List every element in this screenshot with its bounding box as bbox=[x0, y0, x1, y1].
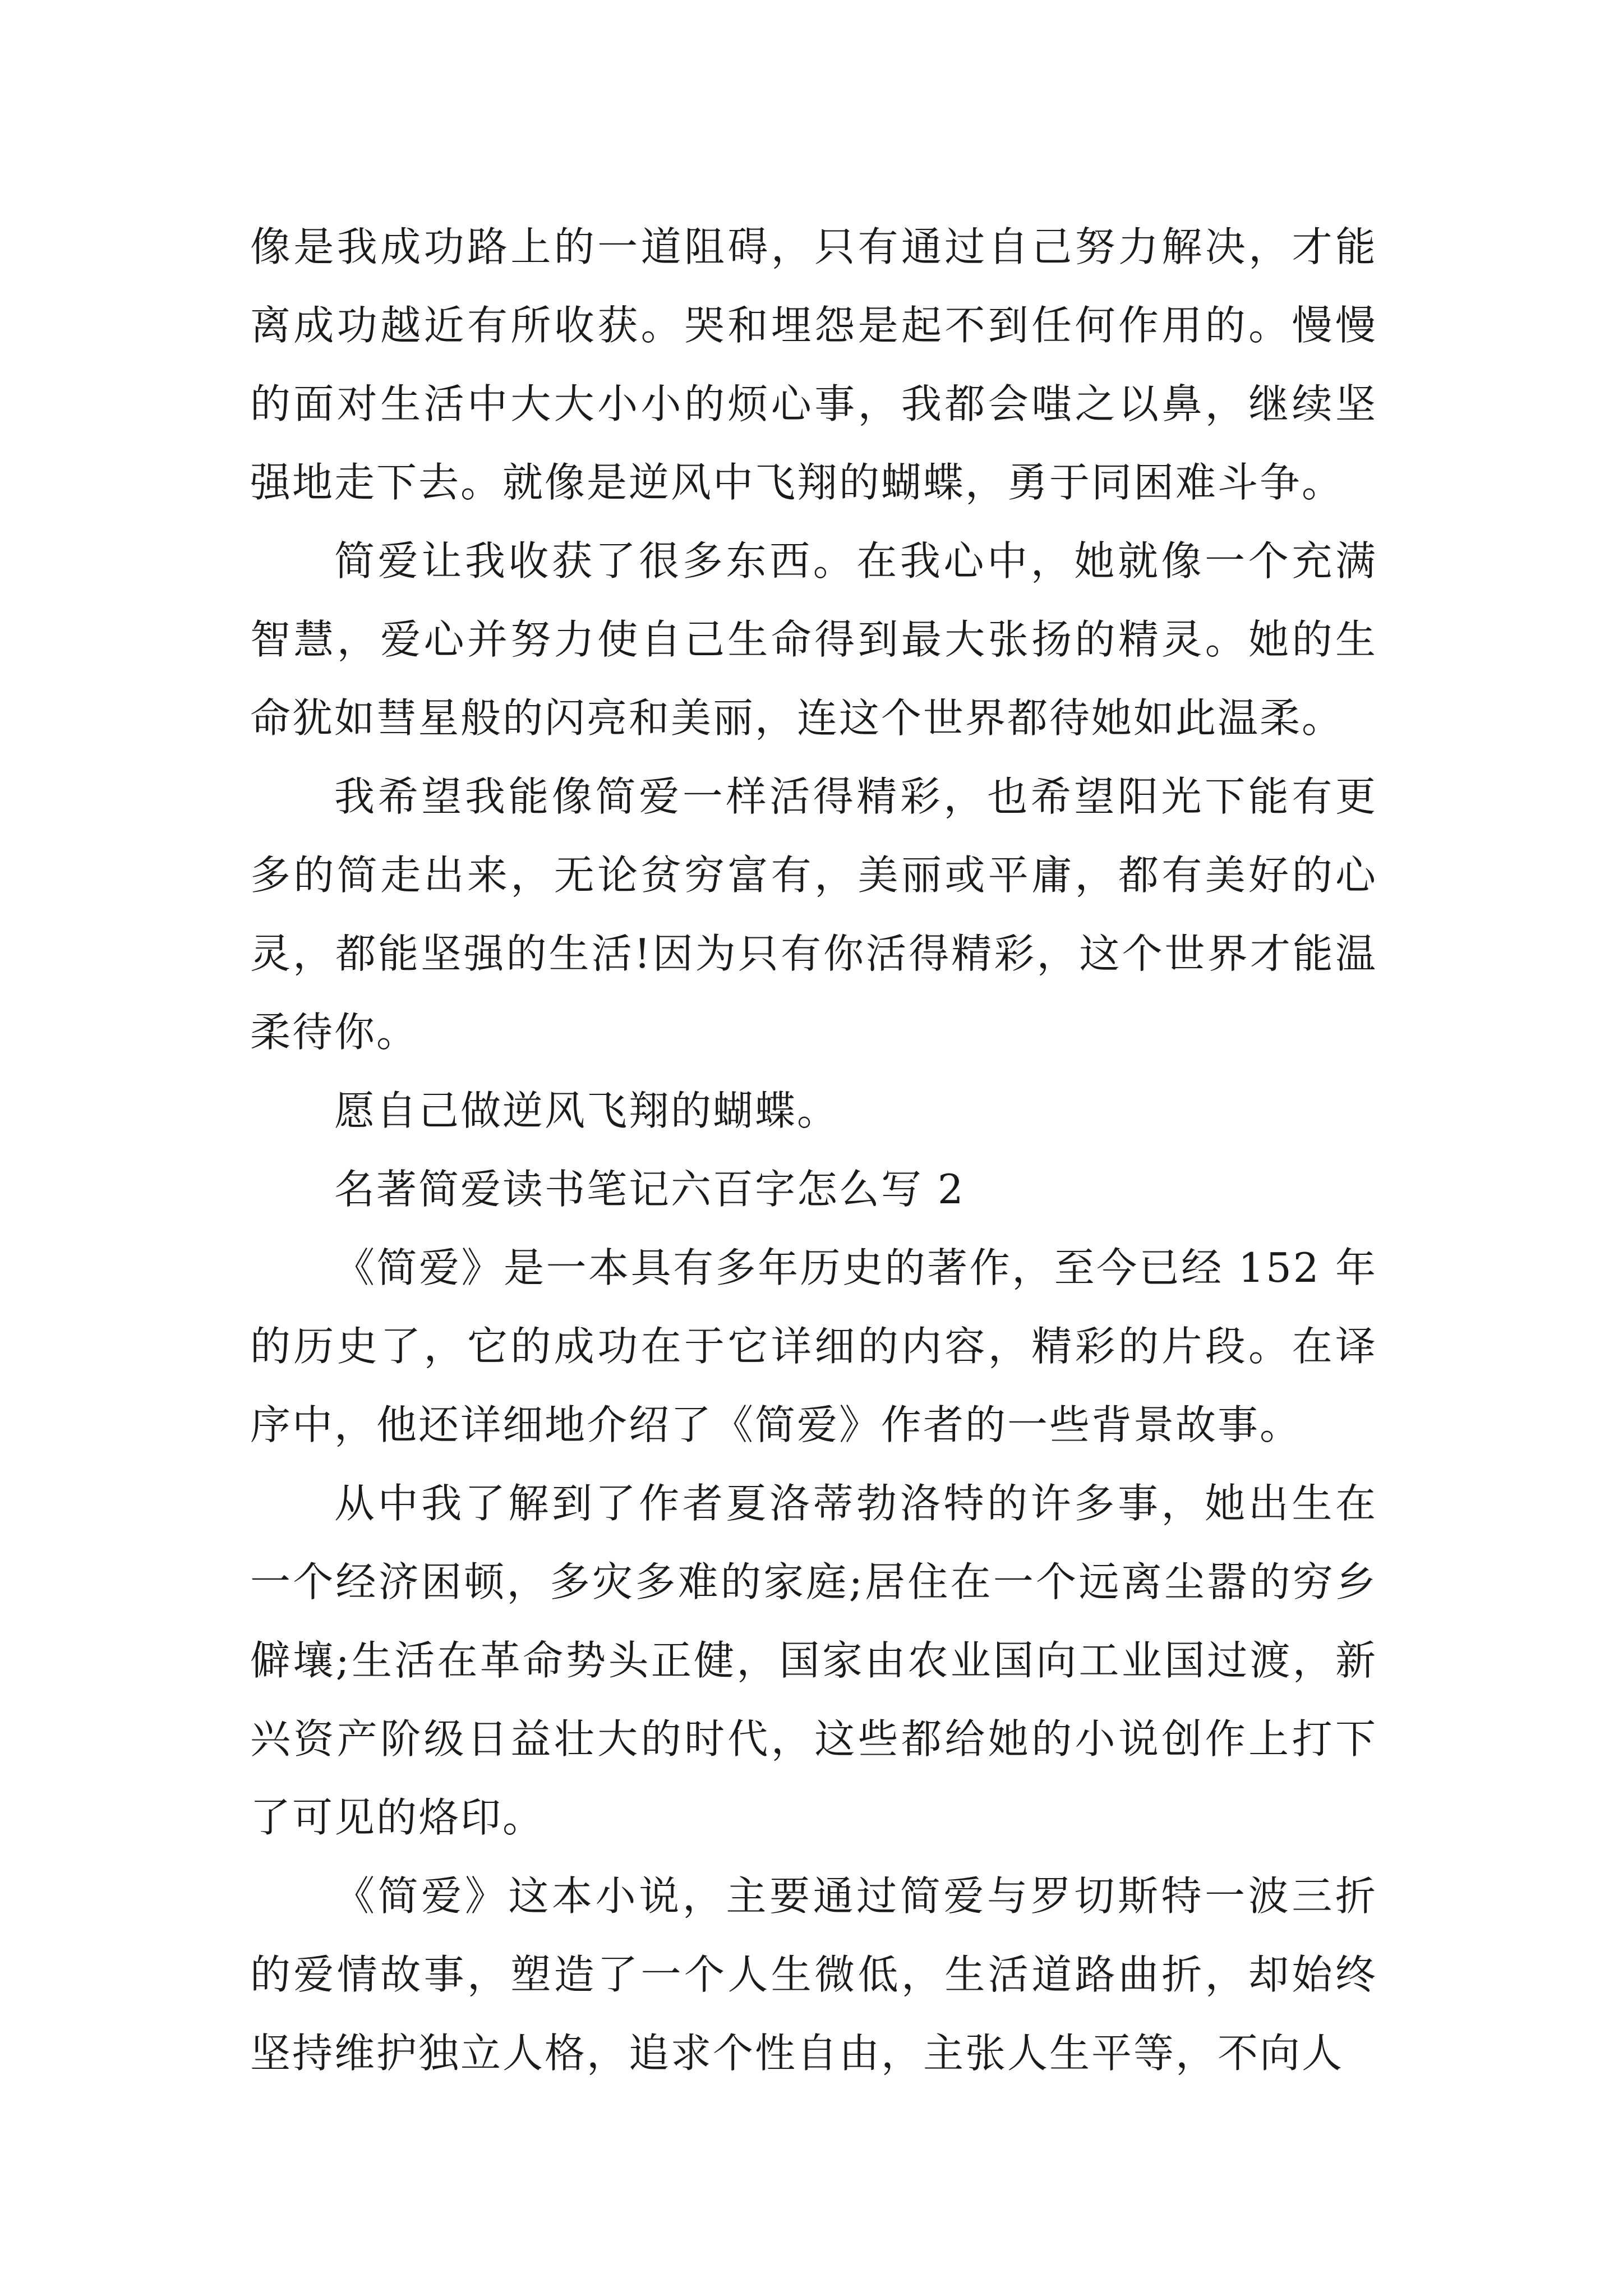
paragraph-4: 愿自己做逆风飞翔的蝴蝶。 bbox=[334, 1087, 840, 1134]
paragraph-6: 从中我了解到了作者夏洛蒂勃洛特的许多事，她出生在一个经济困顿，多灾多难的家庭;居住在一个远离尘嚣的穷乡僻壤;生活在革命势头正健，国家由农业国向工业国过渡，新兴资产阶级日益壮大的时代，这些都给她的小说创作上打下了可见的烙印。 bbox=[250, 1480, 1377, 1841]
paragraph-3: 我希望我能像简爱一样活得精彩，也希望阳光下能有更多的简走出来，无论贫穷富有，美丽或平庸，都有美好的心灵，都能坚强的生活!因为只有你活得精彩，这个世界才能温柔待你。 bbox=[250, 773, 1377, 1056]
section-heading: 名著简爱读书笔记六百字怎么写 2 bbox=[334, 1166, 965, 1213]
paragraph-7: 《简爱》这本小说，主要通过简爱与罗切斯特一波三折的爱情故事，塑造了一个人生微低，生活道路曲折，却始终坚持维护独立人格，追求个性自由，主张人生平等，不向人 bbox=[250, 1872, 1377, 2077]
paragraph-2: 简爱让我收获了很多东西。在我心中，她就像一个充满智慧，爱心并努力使自己生命得到最大张扬的精灵。她的生命犹如彗星般的闪亮和美丽，连这个世界都待她如此温柔。 bbox=[250, 537, 1377, 742]
paragraph-1: 像是我成功路上的一道阻碍，只有通过自己努力解决，才能离成功越近有所收获。哭和埋怨是起不到任何作用的。慢慢的面对生活中大大小小的烦心事，我都会嗤之以鼻，继续坚强地走下去。就像是逆风中飞翔的蝴蝶，勇于同困难斗争。 bbox=[250, 223, 1377, 506]
paragraph-5: 《简爱》是一本具有多年历史的著作，至今已经 152 年的历史了，它的成功在于它详细的内容，精彩的片段。在译序中，他还详细地介绍了《简爱》作者的一些背景故事。 bbox=[250, 1244, 1377, 1448]
document-body bbox=[250, 208, 1377, 2092]
